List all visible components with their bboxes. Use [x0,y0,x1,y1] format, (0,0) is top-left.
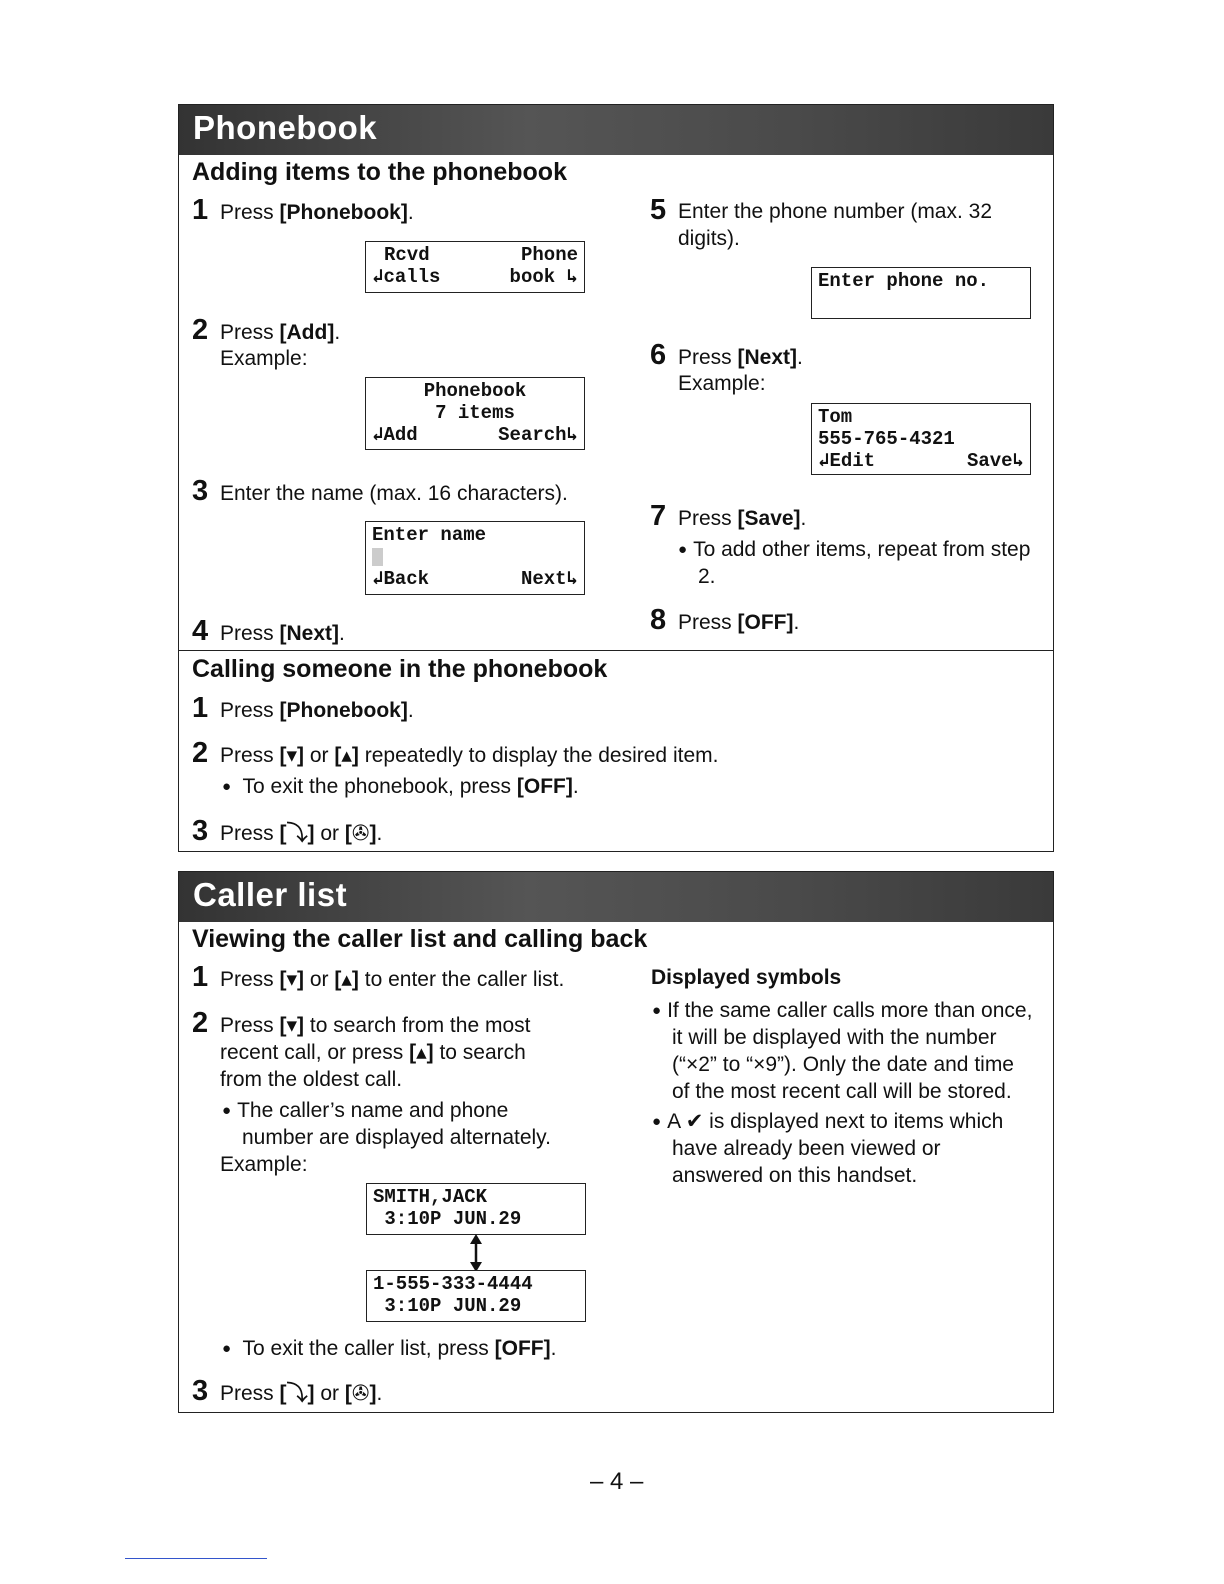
phonebook-banner [179,105,1053,155]
symbol-note-cont: have already been viewed or [672,1137,941,1160]
symbol-note-cont: answered on this handset. [672,1164,918,1187]
alternating-arrow-icon [466,1234,486,1272]
step-number: 7 [650,500,667,532]
step-text: Press [⤵] or [✇]. [220,1382,383,1405]
step-number: 2 [192,1007,209,1039]
bullet-note-cont: number are displayed alternately. [242,1126,551,1149]
step-text: Press [Next]. [220,622,345,645]
example-label: Example: [678,372,766,395]
footer-line [125,1558,267,1559]
step-text: from the oldest call. [220,1068,403,1091]
step-text: Press [Phonebook]. [220,699,414,722]
step-number: 3 [192,475,209,507]
step-text: Press [⤵] or [✇]. [220,822,383,845]
adding-heading: Adding items to the phonebook [192,158,567,186]
step-text: Press [▾] or [▴] to enter the caller list. [220,968,565,991]
step-text: Enter the phone number (max. 32 [678,200,993,223]
calling-heading: Calling someone in the phonebook [192,655,608,683]
symbol-note-cont: it will be displayed with the number [672,1026,997,1049]
step-number: 1 [192,692,209,724]
lcd-display: Enter phone no. [811,267,1031,319]
bullet-note: ● The caller’s name and phone [222,1097,508,1126]
step-text: Press [Add]. [220,321,341,344]
lcd-display: Tom 555-765-4321 ↲Edit Save↳ [811,403,1031,475]
step-number: 3 [192,1375,209,1407]
text-cursor [372,548,383,566]
step-text: digits). [678,227,740,250]
lcd-display: Enter name ↲Back Next↳ [365,521,585,595]
speaker-key-icon: [✇] [344,1382,377,1405]
talk-key-icon: [⤵] [279,1382,315,1405]
step-text: Press [Phonebook]. [220,201,414,224]
step-text: Press [▾] to search from the most [220,1014,531,1037]
step-number: 5 [650,194,667,226]
viewing-heading: Viewing the caller list and calling back [192,925,648,953]
callerlist-banner [179,872,1053,922]
bullet-note: ● To exit the phonebook, press [OFF]. [222,773,579,802]
page-number: – 4 – [590,1468,644,1495]
lcd-display: 1-555-333-4444 3:10P JUN.29 [366,1270,586,1322]
symbol-note-cont: (“×2” to “×9”). Only the date and time [672,1053,1014,1076]
step-text: Press [▾] or [▴] repeatedly to display the desired item. [220,744,719,767]
example-label: Example: [220,1153,308,1176]
step-number: 1 [192,194,209,226]
symbol-note: ● If the same caller calls more than once, [652,997,1032,1026]
step-text: Press [OFF]. [678,611,800,634]
step-text: Press [Next]. [678,346,803,369]
lcd-display: Phonebook 7 items ↲Add Search↳ [365,377,585,450]
step-text: recent call, or press [▴] to search [220,1041,526,1064]
step-number: 2 [192,737,209,769]
step-number: 8 [650,604,667,636]
phonebook-banner-title: Phonebook [193,109,378,146]
speaker-key-icon: [✇] [344,822,377,845]
talk-key-icon: [⤵] [279,822,315,845]
step-number: 4 [192,615,209,647]
lcd-display: SMITH,JACK 3:10P JUN.29 [366,1183,586,1235]
step-number: 3 [192,815,209,847]
symbols-heading: Displayed symbols [651,966,842,989]
example-label: Example: [220,347,308,370]
bullet-note: ● To add other items, repeat from step [678,536,1030,565]
phonebook-divider [178,650,1054,651]
step-number: 1 [192,961,209,993]
step-text: Enter the name (max. 16 characters). [220,482,568,505]
bullet-note: ● To exit the caller list, press [OFF]. [222,1335,556,1364]
callerlist-banner-title: Caller list [193,876,348,913]
step-text: Press [Save]. [678,507,807,530]
bullet-note-cont: 2. [698,565,716,588]
step-number: 6 [650,339,667,371]
symbol-note-cont: of the most recent call will be stored. [672,1080,1012,1103]
symbol-note: ● A ✔ is displayed next to items which [652,1108,1003,1137]
lcd-display: Rcvd Phone ↲calls book ↳ [365,241,585,293]
step-number: 2 [192,314,209,346]
